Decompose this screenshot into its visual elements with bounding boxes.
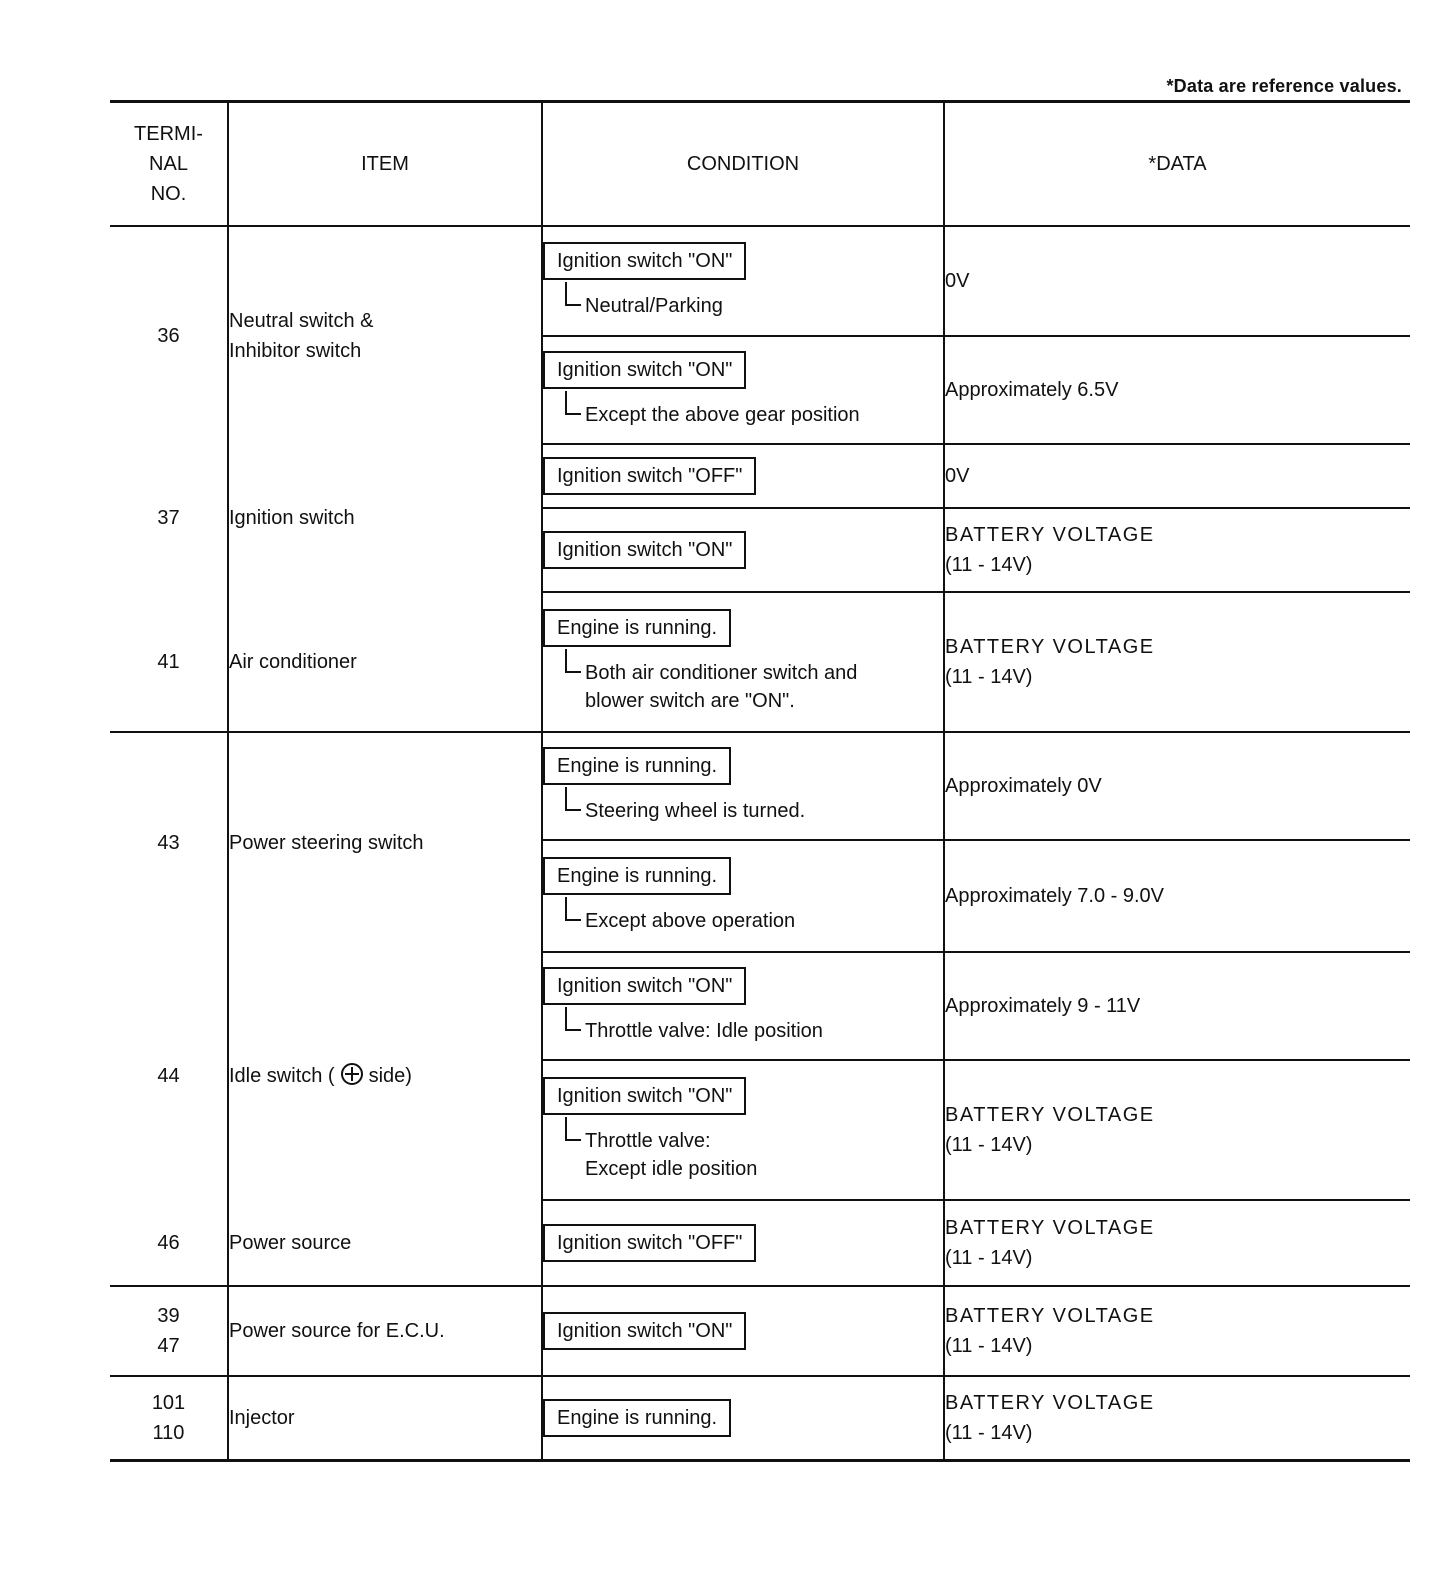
condition-cell — [542, 840, 944, 952]
table-row — [110, 592, 1410, 732]
condition-box: Ignition switch "ON" — [543, 1312, 746, 1350]
condition-box: Engine is running. — [543, 747, 731, 785]
table-row — [110, 952, 1410, 1060]
header-data: *DATA — [944, 102, 1410, 227]
terminal-no: 39 47 — [110, 1286, 228, 1376]
condition-detail: Except idle position — [585, 1158, 758, 1180]
table-row — [110, 444, 1410, 508]
data-cell: 0V — [944, 226, 1410, 336]
branch-line — [565, 391, 581, 415]
condition-detail: Throttle valve: Idle position — [585, 1020, 823, 1042]
condition-cell — [542, 508, 944, 592]
item-cell: Ignition switch — [228, 444, 542, 592]
branch-line — [565, 282, 581, 306]
condition-detail: Except the above gear position — [585, 404, 860, 426]
condition-detail: Except above operation — [585, 910, 796, 932]
plus-circle-icon — [341, 1063, 363, 1085]
table-row — [110, 1200, 1410, 1286]
condition-box: Engine is running. — [543, 609, 731, 647]
item-cell: Power source — [228, 1200, 542, 1286]
condition-detail: Both air conditioner switch and — [585, 662, 858, 684]
data-cell: BATTERY VOLTAGE (11 - 14V) — [944, 1286, 1410, 1376]
condition-box: Ignition switch "ON" — [543, 1077, 746, 1115]
condition-box: Ignition switch "ON" — [543, 351, 746, 389]
terminal-no: 37 — [157, 507, 180, 529]
branch-line — [565, 1117, 581, 1141]
data-cell: Approximately 9 - 11V — [944, 952, 1410, 1060]
item-cell: Power steering switch — [228, 732, 542, 952]
condition-box: Ignition switch "ON" — [543, 242, 746, 280]
header-row — [110, 102, 1410, 227]
item-cell: Power source for E.C.U. — [228, 1286, 542, 1376]
header-terminal: TERMI- NAL NO. — [110, 102, 228, 227]
condition-box: Ignition switch "ON" — [543, 967, 746, 1005]
table-row — [110, 1376, 1410, 1460]
data-cell: Approximately 7.0 - 9.0V — [944, 840, 1410, 952]
data-cell: Approximately 6.5V — [944, 336, 1410, 444]
table-row — [110, 732, 1410, 840]
condition-detail: Steering wheel is turned. — [585, 800, 806, 822]
data-cell: BATTERY VOLTAGE (11 - 14V) — [944, 1200, 1410, 1286]
item-cell: Injector — [228, 1376, 542, 1460]
condition-cell — [542, 952, 944, 1060]
condition-cell — [542, 1060, 944, 1200]
reference-note: *Data are reference values. — [1166, 76, 1402, 96]
branch-line — [565, 897, 581, 921]
branch-line — [565, 787, 581, 811]
condition-cell — [542, 1200, 944, 1286]
condition-cell — [542, 336, 944, 444]
item-cell: Neutral switch & Inhibitor switch — [228, 226, 542, 444]
condition-cell — [542, 226, 944, 336]
terminal-no: 101 110 — [110, 1376, 228, 1460]
header-item: ITEM — [228, 102, 542, 227]
data-cell: BATTERY VOLTAGE (11 - 14V) — [944, 1060, 1410, 1200]
condition-cell — [542, 732, 944, 840]
data-cell: BATTERY VOLTAGE (11 - 14V) — [944, 508, 1410, 592]
terminal-no: 43 — [157, 831, 180, 854]
condition-box: Ignition switch "ON" — [543, 531, 746, 569]
condition-cell — [542, 1376, 944, 1460]
terminal-data-table — [110, 100, 1410, 1462]
data-cell: 0V — [944, 444, 1410, 508]
condition-box: Engine is running. — [543, 1399, 731, 1437]
condition-box: Ignition switch "OFF" — [543, 457, 756, 495]
data-cell: Approximately 0V — [944, 732, 1410, 840]
condition-detail: blower switch are "ON". — [585, 690, 795, 712]
header-condition: CONDITION — [542, 102, 944, 227]
condition-box: Ignition switch "OFF" — [543, 1224, 756, 1262]
terminal-no: 44 — [157, 1065, 180, 1087]
condition-cell — [542, 592, 944, 732]
condition-detail: Neutral/Parking — [585, 295, 723, 317]
data-cell: BATTERY VOLTAGE (11 - 14V) — [944, 1376, 1410, 1460]
condition-cell — [542, 444, 944, 508]
terminal-no: 36 — [157, 324, 180, 347]
terminal-no: 41 — [110, 592, 228, 732]
table-row — [110, 1286, 1410, 1376]
table-row — [110, 226, 1410, 336]
condition-detail: Throttle valve: — [585, 1130, 711, 1152]
condition-cell — [542, 1286, 944, 1376]
terminal-no: 46 — [110, 1200, 228, 1286]
item-cell: Air conditioner — [228, 592, 542, 732]
branch-line — [565, 649, 581, 673]
item-cell: Idle switch ( side) — [228, 952, 542, 1200]
data-cell: BATTERY VOLTAGE (11 - 14V) — [944, 592, 1410, 732]
branch-line — [565, 1007, 581, 1031]
condition-box: Engine is running. — [543, 857, 731, 895]
